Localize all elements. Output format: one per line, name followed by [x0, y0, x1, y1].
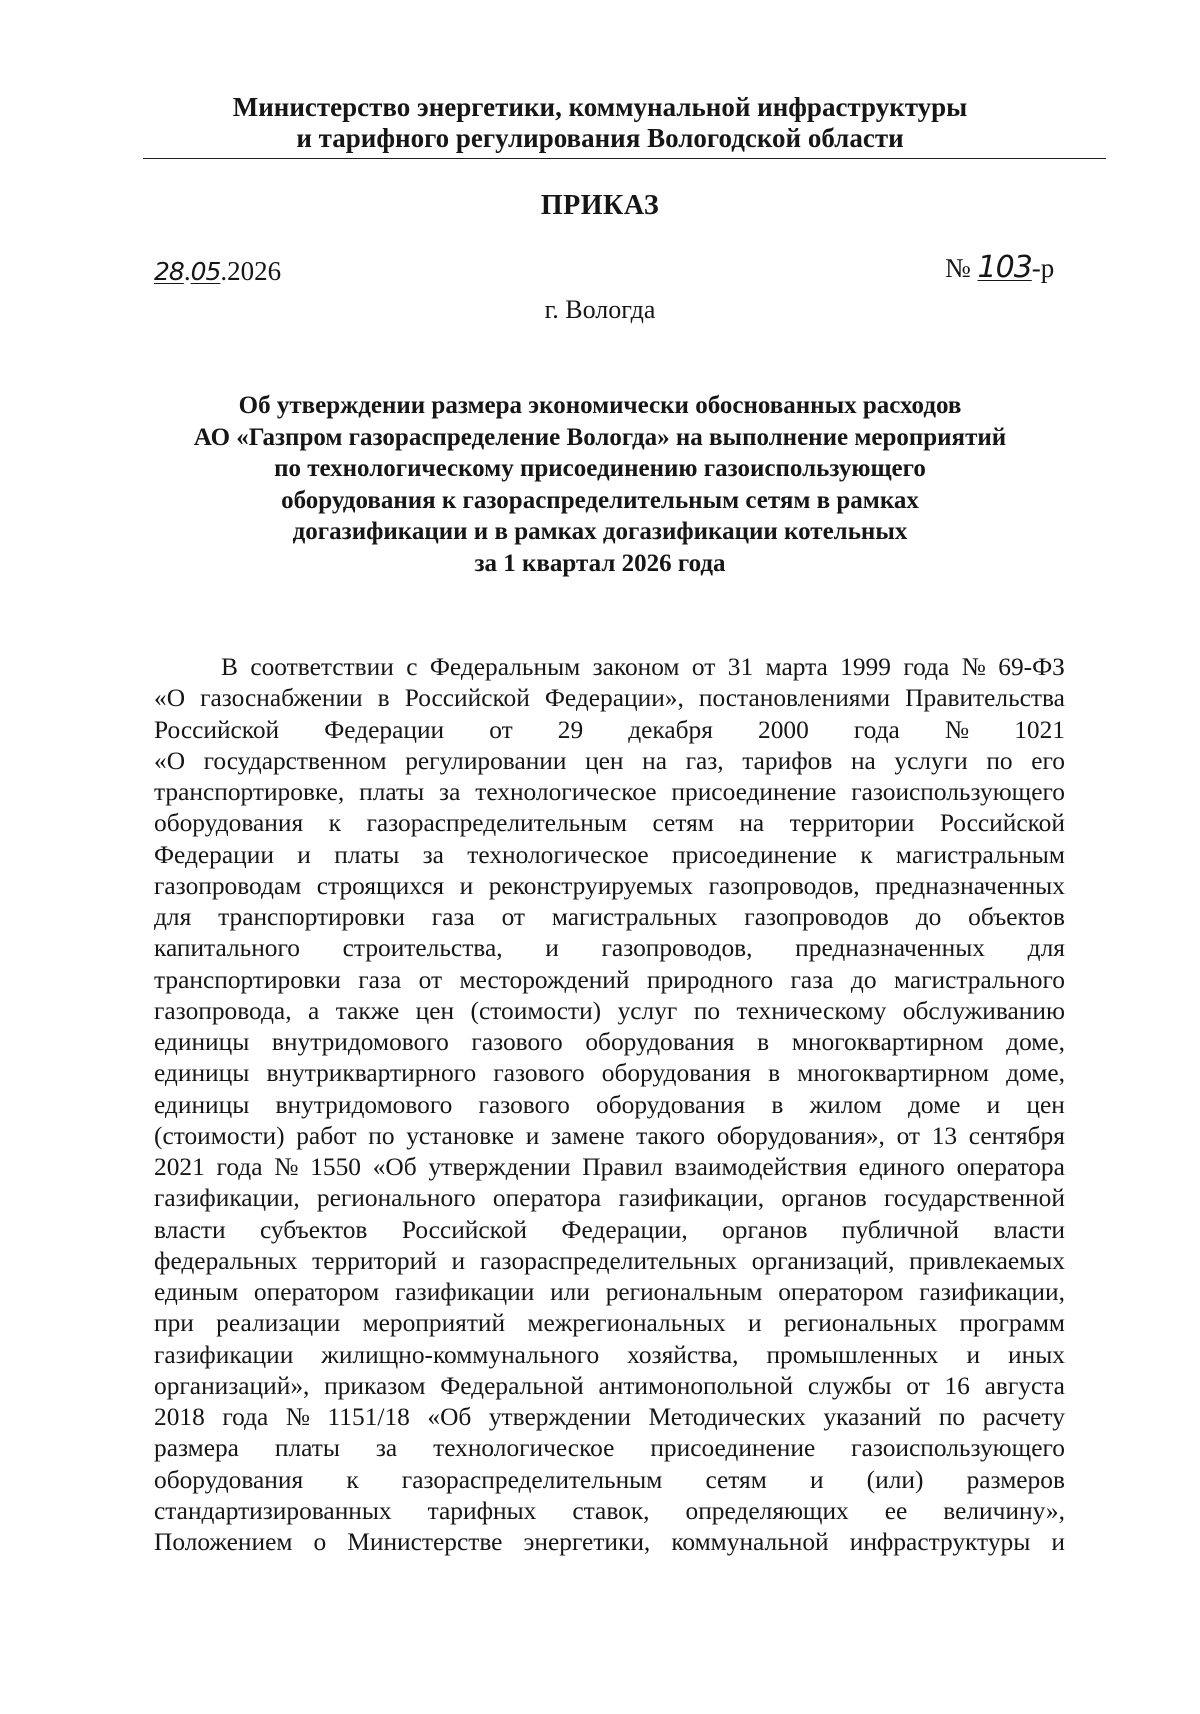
body-line [154, 683, 1065, 714]
body-word: платы [359, 778, 425, 806]
body-word: организаций, [751, 1246, 895, 1275]
body-word: предназначенных [795, 934, 985, 963]
body-word: строящихся [316, 871, 445, 900]
body-word: межрегиональных [527, 1309, 726, 1338]
body-word: № [961, 653, 986, 681]
body-word: «О [154, 684, 186, 713]
order-body-text [154, 652, 1065, 1558]
body-word: газ, [685, 746, 724, 775]
body-word: мероприятий [362, 1309, 506, 1338]
body-word: от [489, 715, 513, 744]
body-word: замене [550, 1121, 625, 1150]
body-word: 69-ФЗ [998, 653, 1065, 681]
body-word: к [860, 840, 873, 869]
body-word: месторождений [459, 965, 630, 994]
body-word: коммунальной [671, 1528, 829, 1556]
body-word: 31 [727, 653, 754, 681]
body-word: публичной [841, 1215, 960, 1244]
body-word: 13 [931, 1121, 958, 1150]
body-word: оператора [492, 1184, 602, 1213]
title-line: догазификации и в рамках догазификации котельных [292, 518, 908, 546]
body-word: 2021 [154, 1153, 205, 1181]
body-line [154, 871, 1065, 902]
body-word: до [915, 903, 942, 931]
body-line [154, 840, 1065, 871]
body-word: предназначенных [875, 871, 1065, 900]
body-word: 1550 [310, 1153, 361, 1181]
body-word: 2018 [154, 1403, 205, 1431]
body-word: доме [907, 1090, 961, 1119]
body-word: декабря [628, 715, 713, 744]
body-word: а [308, 996, 320, 1025]
body-word: указаний [823, 1403, 922, 1431]
body-word: технологическое [433, 1434, 615, 1463]
body-word: сетям [705, 1465, 767, 1494]
body-word: газа [358, 965, 402, 994]
body-word: взаимодействия [674, 1153, 847, 1181]
body-word: присоединение [650, 1434, 816, 1463]
body-word: доме, [1006, 1059, 1065, 1088]
body-word: хозяйства, [627, 1340, 739, 1369]
body-word: при [154, 1309, 194, 1338]
body-word: «О [154, 746, 186, 775]
body-word: организаций», [154, 1371, 310, 1400]
body-word: Правил [582, 1153, 663, 1181]
body-line [154, 996, 1065, 1027]
body-line [154, 1402, 1065, 1433]
body-word: магистральных [551, 903, 718, 931]
body-word: от [691, 653, 716, 681]
body-word: внутридомового [275, 1090, 453, 1119]
body-word: 1999 [840, 653, 891, 681]
body-word: сетям [652, 809, 714, 838]
number-sign: № [945, 253, 971, 283]
body-word: Российской [154, 715, 280, 744]
body-word: газового [471, 1028, 563, 1056]
body-line [154, 715, 1065, 746]
body-line [154, 1027, 1065, 1058]
body-line [154, 1527, 1065, 1558]
body-word: магистрального [893, 965, 1065, 994]
body-word: 1021 [1014, 715, 1065, 744]
body-word: В [221, 653, 238, 681]
header-underline [143, 158, 1106, 159]
body-word: газопроводов, [601, 934, 753, 963]
body-word: Министерстве [347, 1528, 503, 1556]
body-word: от [896, 1121, 921, 1150]
body-word: на [739, 809, 765, 838]
body-word: за [375, 1434, 398, 1463]
body-word: ее [884, 1496, 908, 1525]
body-word: августа [984, 1371, 1065, 1400]
body-word: также [335, 996, 400, 1025]
body-word: приказом [324, 1371, 426, 1400]
date-year: 2026 [227, 256, 282, 286]
body-line [154, 1340, 1065, 1371]
body-word: Методических [648, 1403, 806, 1431]
body-word: газификации, [618, 1184, 765, 1213]
body-word: энергетики, [523, 1528, 651, 1556]
body-word: 1151/18 [327, 1403, 410, 1431]
title-line: Об утверждении размера экономически обоснованных расходов [238, 392, 962, 419]
body-word: региональных [783, 1309, 938, 1338]
body-word: Федеральным [429, 653, 581, 681]
body-word: государственном [203, 746, 387, 775]
body-word: жилом [809, 1090, 882, 1119]
body-word: газопроводов [744, 903, 889, 931]
body-word: размеров [966, 1465, 1065, 1494]
body-word: техническому [736, 996, 887, 1025]
body-word: Федеральной [440, 1371, 584, 1400]
title-line: оборудования к газораспределительным сетям в рамках [281, 486, 919, 514]
body-word: капитального [154, 934, 300, 963]
number-value-handwritten: 103 [977, 250, 1032, 285]
body-word: работ [296, 1121, 357, 1150]
date-month-handwritten: 05 [190, 257, 221, 286]
body-word: и [966, 1340, 981, 1369]
body-word: Российской [404, 684, 530, 713]
body-line [154, 1496, 1065, 1527]
body-word: присоединение [671, 840, 837, 869]
body-line [154, 1058, 1065, 1089]
body-word: величину», [943, 1496, 1065, 1525]
body-word: газификации, [919, 1278, 1065, 1306]
title-line: АО «Газпром газораспределение Вологда» на выполнение мероприятий [193, 423, 1007, 451]
body-word: по [693, 996, 721, 1025]
body-word: газа [431, 903, 475, 931]
body-word: государственной [883, 1184, 1065, 1213]
body-word: присоединение [671, 778, 837, 806]
body-word: оператором [778, 1278, 904, 1306]
body-word: на [642, 746, 667, 775]
body-word: за [439, 778, 461, 806]
body-word: стандартизированных [154, 1496, 392, 1525]
body-word: газификации [394, 1278, 535, 1306]
body-word: газопроводам [154, 871, 302, 900]
body-line [154, 1465, 1065, 1496]
number-suffix: -р [1031, 253, 1055, 283]
body-word: и [459, 871, 474, 900]
body-word: единицы [154, 1028, 250, 1056]
body-word: субъектов [259, 1215, 368, 1244]
body-word: Федерации [154, 840, 274, 869]
title-line: по технологическому присоединению газоиспользующего [274, 455, 926, 483]
body-word: «Об [427, 1403, 472, 1431]
body-word: и [747, 1309, 762, 1338]
body-word: жилищно-коммунального [321, 1340, 600, 1369]
body-word: оборудования [585, 1028, 735, 1056]
body-line [154, 1152, 1065, 1183]
body-word: оператора [956, 1153, 1065, 1181]
body-word: иных [1008, 1340, 1065, 1369]
body-word: № [274, 1153, 299, 1181]
body-word: такого [636, 1121, 706, 1150]
document-type-heading: ПРИКАЗ [540, 190, 660, 221]
body-word: антимонопольной [598, 1371, 794, 1400]
body-word: реализации [216, 1309, 341, 1338]
body-line [154, 1121, 1065, 1152]
body-word: газификации [154, 1340, 294, 1369]
body-word: платы [274, 1434, 340, 1463]
body-word: обслуживанию [902, 996, 1065, 1025]
body-word: транспортировки [218, 903, 405, 931]
body-word: законом [592, 653, 680, 681]
body-word: газификации, [154, 1184, 300, 1213]
body-word: службы [807, 1371, 892, 1400]
body-word: утверждении [488, 1403, 631, 1431]
body-word: единицы [154, 1059, 250, 1088]
body-word: от [906, 1371, 930, 1400]
body-word: газового [478, 1090, 570, 1119]
body-word: цен [1026, 1090, 1065, 1119]
body-word: к [328, 809, 341, 838]
body-word: органов [722, 1215, 808, 1244]
body-word: Федерации», [544, 684, 684, 713]
body-word: внутриквартирного [266, 1059, 477, 1088]
body-word: Российской [939, 809, 1065, 838]
body-word: утверждении [428, 1153, 571, 1181]
body-word: оборудования [154, 809, 304, 838]
body-word: единицы [154, 1090, 250, 1119]
body-word: тарифных [427, 1496, 537, 1525]
body-word: для [154, 903, 192, 931]
body-word: года [903, 653, 950, 681]
body-word: транспортировке, [154, 778, 345, 806]
body-word: цен [415, 996, 455, 1025]
title-line: за 1 квартал 2026 года [474, 549, 726, 577]
body-word: газа [790, 965, 834, 994]
body-word: объектов [968, 903, 1065, 931]
body-line [154, 1183, 1065, 1214]
body-word: размера [154, 1434, 239, 1463]
order-number [945, 250, 1054, 285]
body-word: года [853, 715, 900, 744]
body-line [154, 1308, 1065, 1339]
body-word: и [451, 1246, 466, 1275]
body-line [154, 902, 1065, 933]
body-word: регулировании [405, 746, 567, 775]
body-word: (стоимости) [154, 1121, 285, 1150]
body-word: к [346, 1465, 359, 1494]
body-word: года [222, 1403, 269, 1431]
body-word: или [550, 1278, 590, 1306]
body-word: Положением [154, 1528, 293, 1556]
body-word: транспортировки [154, 965, 341, 994]
body-line [154, 808, 1065, 839]
body-word: газоснабжении [200, 684, 363, 713]
body-word: с [406, 653, 418, 681]
body-word: «Об [372, 1153, 417, 1181]
body-word: от [418, 965, 443, 994]
order-title [130, 390, 1070, 580]
body-word: ставок, [572, 1496, 650, 1525]
body-word: в [377, 684, 390, 713]
body-word: газоиспользующего [851, 778, 1065, 806]
body-word: постановлениями [698, 684, 891, 713]
body-word: оборудования [596, 1090, 746, 1119]
body-word: Российской [401, 1215, 527, 1244]
body-word: по [986, 746, 1013, 775]
body-word: регионального [316, 1184, 476, 1213]
body-word: оборудования [601, 1059, 751, 1088]
ministry-header [120, 92, 1080, 154]
body-word: региональным [605, 1278, 763, 1306]
body-word: расчету [982, 1403, 1065, 1431]
body-word: № [944, 715, 970, 744]
body-line [154, 933, 1065, 964]
body-word: и [545, 934, 559, 963]
body-word: услуг [617, 996, 678, 1025]
order-date [154, 256, 281, 287]
body-word: власти [154, 1215, 226, 1244]
body-word: газоиспользующего [851, 1434, 1065, 1463]
body-word: года [216, 1153, 263, 1181]
body-word: многоквартирном [791, 1028, 984, 1056]
body-word: газового [493, 1059, 585, 1088]
ministry-header-line-2: и тарифного регулирования Вологодской области [296, 123, 904, 153]
body-word: реконструируемых [488, 871, 694, 900]
body-word: и [809, 1465, 824, 1494]
body-word: строительства, [342, 934, 503, 963]
body-word: установке [406, 1121, 515, 1150]
body-word: многоквартирном [797, 1059, 989, 1088]
body-word: в [771, 1090, 784, 1119]
body-word: для [1027, 934, 1065, 963]
body-word: единым [154, 1278, 239, 1306]
body-word: органов [781, 1184, 867, 1213]
body-word: тарифов [742, 746, 833, 775]
body-word: и [297, 840, 311, 869]
body-word: газораспределительным [366, 809, 627, 838]
body-line [154, 652, 1065, 683]
body-word: определяющих [685, 1496, 849, 1525]
body-line [154, 1215, 1065, 1246]
body-line [154, 777, 1065, 808]
body-word: магистральным [895, 840, 1065, 869]
body-word: Федерации, [561, 1215, 688, 1244]
body-word: Федерации [324, 715, 445, 744]
body-word: территорий [312, 1246, 437, 1275]
body-line [154, 1371, 1065, 1402]
body-word: соответствии [250, 653, 394, 681]
body-word: оператором [253, 1278, 380, 1306]
body-word: в [757, 1028, 770, 1056]
body-line [154, 746, 1065, 777]
body-word: и [525, 1121, 540, 1150]
body-word: Правительства [905, 684, 1065, 713]
body-word: 16 [944, 1371, 970, 1400]
body-line [154, 1090, 1065, 1121]
body-word: 29 [557, 715, 584, 744]
body-word: газораспределительным [401, 1465, 663, 1494]
body-word: платы [334, 840, 400, 869]
body-word: инфраструктуры [849, 1528, 1031, 1556]
body-word: технологическое [475, 778, 657, 806]
body-word: природного [646, 965, 774, 994]
body-line [154, 1277, 1065, 1308]
body-word: на [850, 746, 876, 775]
body-word: услуги [894, 746, 968, 775]
body-word: по [368, 1121, 395, 1150]
body-word: до [850, 965, 877, 994]
body-word: от [501, 903, 526, 931]
body-word: его [1031, 746, 1065, 775]
body-word: марта [765, 653, 828, 681]
body-word: и [1051, 1528, 1065, 1556]
body-word: промышленных [766, 1340, 939, 1369]
body-word: доме, [1006, 1028, 1065, 1056]
body-line [154, 1246, 1065, 1277]
date-day-handwritten: 28 [154, 257, 184, 286]
body-word: федеральных [154, 1246, 298, 1275]
body-word: единого [858, 1153, 945, 1181]
place-of-issue: г. Вологда [544, 295, 656, 324]
body-word: газопровода, [154, 996, 292, 1025]
body-word: оборудования [154, 1465, 304, 1494]
body-word: газопроводов, [708, 871, 860, 900]
body-word: газораспределительных [479, 1246, 737, 1275]
body-word: и [986, 1090, 1001, 1119]
body-word: сентября [968, 1121, 1065, 1150]
body-word: привлекаемых [909, 1246, 1065, 1275]
body-word: (или) [866, 1465, 924, 1494]
body-word: в [768, 1059, 781, 1088]
body-word: № [285, 1403, 311, 1431]
body-word: внутридомового [271, 1028, 449, 1056]
body-word: программ [959, 1309, 1065, 1338]
body-word: по [938, 1403, 966, 1431]
body-word: (стоимости) [470, 996, 602, 1025]
date-separator: . [183, 256, 191, 286]
body-word: оборудования», [716, 1121, 885, 1150]
ministry-header-line-1: Министерство энергетики, коммунальной инфраструктуры [232, 92, 968, 122]
body-line [154, 1433, 1065, 1464]
body-line [154, 965, 1065, 996]
body-word: 2000 [758, 715, 809, 744]
body-word: за [422, 840, 444, 869]
date-separator: . [220, 256, 228, 286]
body-word: технологическое [467, 840, 649, 869]
body-word: цен [585, 746, 624, 775]
body-word: о [313, 1528, 327, 1556]
body-word: власти [993, 1215, 1065, 1244]
body-word: территории [789, 809, 915, 838]
